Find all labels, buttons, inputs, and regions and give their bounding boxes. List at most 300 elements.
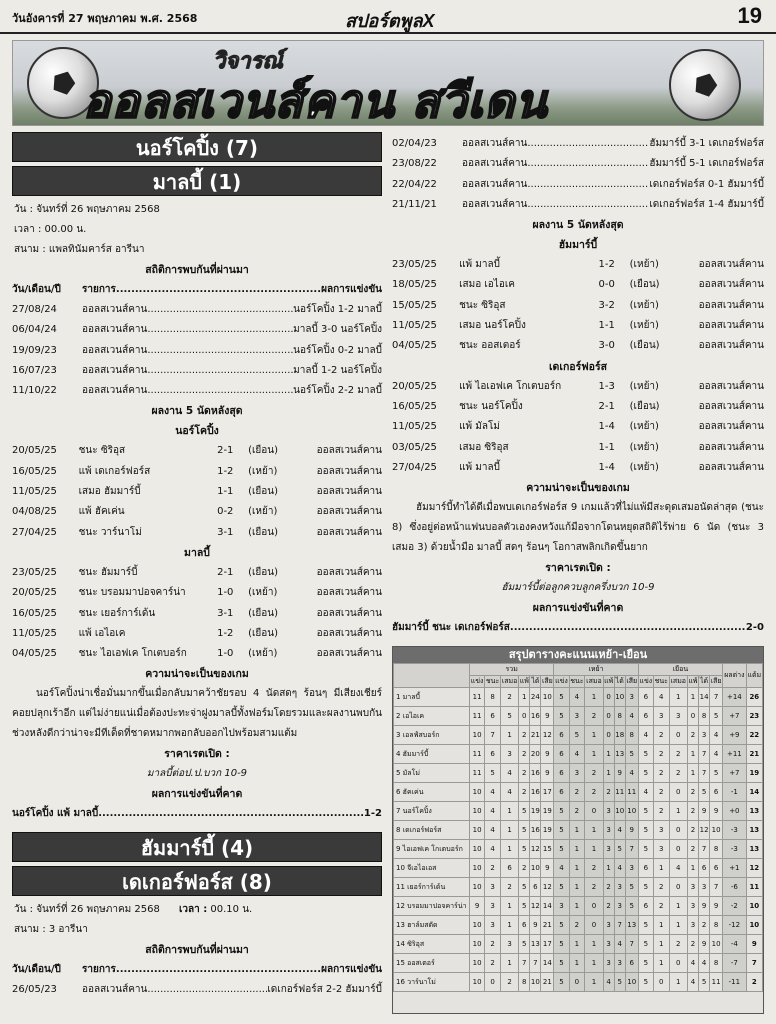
match2-h2h-header: วัน/เดือน/ปี รายการ ..... ผลการแข่งขัน	[12, 960, 382, 980]
standings-total-cell: 5	[485, 764, 501, 783]
form-row	[12, 441, 382, 461]
form-score: 1-1	[598, 441, 615, 453]
standings-diff: -11	[723, 973, 747, 992]
standings-away-cell: 8	[699, 707, 710, 726]
standings-away-cell: 2	[687, 783, 698, 802]
standings-total-cell: 10	[470, 954, 485, 973]
standings-col-header: เสีย	[541, 676, 554, 688]
h2h-row	[12, 381, 382, 401]
standings-away-cell: 5	[638, 802, 653, 821]
match1-price: มาลบี้ต่อป.ป.บวก 10-9	[146, 768, 248, 780]
standings-away-cell: 2	[653, 897, 669, 916]
form-score: 1-4	[598, 421, 615, 433]
standings-home-cell: 2	[569, 802, 585, 821]
match2-analysis-title: ความน่าจะเป็นของเกม	[526, 482, 630, 495]
standings-away-cell: 5	[638, 821, 653, 840]
standings-away-cell: 5	[638, 973, 653, 992]
standings-total-cell: 16	[530, 764, 541, 783]
standings-diff: -7	[723, 954, 747, 973]
standings-home-cell: 0	[585, 802, 603, 821]
form-opponent: แพ้ เอไอเค	[78, 627, 126, 639]
form-venue: (เยือน)	[248, 526, 279, 538]
standings-total-cell: 9	[541, 764, 554, 783]
standings-home-cell: 7	[614, 916, 625, 935]
standings-home-cell: 3	[603, 916, 614, 935]
standings-team: 5 มัลโม่	[394, 764, 470, 783]
standings-home-cell: 9	[614, 764, 625, 783]
standings-away-cell: 0	[669, 821, 687, 840]
standings-row	[394, 840, 763, 859]
form-score: 3-1	[217, 526, 234, 538]
standings-away-cell: 4	[710, 745, 723, 764]
standings-row	[394, 859, 763, 878]
form-row	[12, 523, 382, 543]
standings-away-cell: 9	[710, 802, 723, 821]
standings-total-cell: 6	[485, 745, 501, 764]
standings-points: 7	[746, 954, 762, 973]
form-row	[392, 255, 764, 275]
standings-team: 15 ออสเตอร์	[394, 954, 470, 973]
standings-total-cell: 10	[530, 859, 541, 878]
standings-away-cell: 10	[710, 935, 723, 954]
standings-away-cell: 2	[669, 745, 687, 764]
form-venue: (เยือน)	[629, 340, 660, 352]
standings-total-cell: 2	[500, 688, 518, 707]
standings-total-cell: 21	[541, 916, 554, 935]
form-opponent: แพ้ ไอเอฟเค โกเตบอร์ก	[459, 380, 562, 392]
standings-home-cell: 3	[569, 764, 585, 783]
standings-away-cell: 5	[638, 878, 653, 897]
form-competition: ออลสเวนส์คาน	[316, 506, 383, 518]
form-competition: ออลสเวนส์คาน	[316, 526, 383, 538]
standings-diff: +14	[723, 688, 747, 707]
standings-away-cell: 5	[638, 916, 653, 935]
form-score: 2-1	[217, 445, 234, 457]
standings-away-cell: 0	[687, 707, 698, 726]
standings-total-cell: 7	[519, 954, 530, 973]
standings-home-cell: 5	[554, 802, 569, 821]
standings-total-cell: 2	[519, 745, 530, 764]
h2h-comp: ออลสเวนส์คาน	[462, 198, 528, 210]
match2-home-form-team: ฮัมมาร์บี้	[558, 239, 598, 252]
banner-kicker: วิจารณ์	[213, 49, 283, 74]
standings-total-cell: 21	[541, 973, 554, 992]
match2-price: ฮัมมาร์บี้ต่อลูกควบลูกครึ่งบวก 10-9	[501, 582, 655, 594]
standings-home-cell: 0	[585, 916, 603, 935]
standings-team: 10 จีเอไอเอส	[394, 859, 470, 878]
standings-total-cell: 24	[530, 688, 541, 707]
standings-col-header: แพ้	[603, 676, 614, 688]
form-score: 2-1	[598, 400, 615, 412]
standings-total-cell: 4	[485, 840, 501, 859]
h2h-comp: ออลสเวนส์คาน	[82, 344, 148, 356]
standings-home-cell: 5	[625, 897, 638, 916]
standings-col-header: แข่ง	[470, 676, 485, 688]
standings-away-cell: 1	[687, 859, 698, 878]
standings-away-cell: 9	[699, 935, 710, 954]
form-row	[392, 458, 764, 478]
standings-total-cell: 10	[470, 935, 485, 954]
standings-away-cell: 6	[638, 707, 653, 726]
match2-h2h-title: สถิติการพบกันที่ผ่านมา	[145, 944, 249, 957]
form-row	[392, 296, 764, 316]
standings-total-cell: 2	[500, 878, 518, 897]
standings-points: 11	[746, 878, 762, 897]
standings-points: 19	[746, 764, 762, 783]
form-venue: (เหย้า)	[629, 421, 659, 433]
h2h-comp: ออลสเวนส์คาน	[462, 158, 528, 170]
standings-diff: -6	[723, 878, 747, 897]
standings-team: 12 บรอมมาปอจคาร์น่า	[394, 897, 470, 916]
standings-away-cell: 0	[669, 840, 687, 859]
standings-total-cell: 2	[485, 859, 501, 878]
standings-home-cell: 6	[554, 783, 569, 802]
standings-team: 3 เอลฟ์สบอร์ก	[394, 726, 470, 745]
standings-total-cell: 3	[500, 745, 518, 764]
h2h-date: 11/10/22	[12, 385, 57, 397]
form-score: 3-1	[217, 607, 234, 619]
standings-diff: +7	[723, 707, 747, 726]
standings-col-header: เสมอ	[585, 676, 603, 688]
form-venue: (เยือน)	[248, 445, 279, 457]
standings-total-cell: 2	[519, 859, 530, 878]
standings-away-cell: 4	[638, 783, 653, 802]
standings-home-cell: 6	[625, 954, 638, 973]
standings-home-cell: 5	[625, 745, 638, 764]
standings-points: 10	[746, 916, 762, 935]
form-opponent: ชนะ ซิริอุส	[459, 299, 506, 311]
standings-row	[394, 954, 763, 973]
form-venue: (เยือน)	[629, 400, 660, 412]
form-competition: ออลสเวนส์คาน	[698, 441, 765, 453]
h2h-date: 22/04/22	[392, 178, 437, 190]
standings-away-cell: 1	[653, 954, 669, 973]
standings-away-cell: 0	[669, 878, 687, 897]
standings-away-cell: 2	[669, 935, 687, 954]
standings-total-cell: 10	[470, 878, 485, 897]
form-competition: ออลสเวนส์คาน	[316, 648, 383, 660]
standings-col-header: เสมอ	[669, 676, 687, 688]
h2h-date: 16/07/23	[12, 364, 57, 376]
form-venue: (เหย้า)	[248, 587, 278, 599]
standings-total-cell: 16	[530, 783, 541, 802]
match1-h2h-list	[12, 300, 382, 401]
standings-away-cell: 3	[653, 707, 669, 726]
form-score: 3-0	[598, 340, 615, 352]
standings-away-cell: 0	[669, 954, 687, 973]
standings-diff: +11	[723, 745, 747, 764]
h2h-comp: ออลสเวนส์คาน	[82, 984, 148, 996]
standings-total-cell: 10	[470, 973, 485, 992]
h2h-row	[392, 154, 764, 174]
standings-total-cell: 5	[519, 897, 530, 916]
standings-away-cell: 6	[710, 783, 723, 802]
standings-away-cell: 2	[687, 935, 698, 954]
group-home-header: เหย้า	[554, 664, 638, 676]
form-venue: (เหย้า)	[248, 648, 278, 660]
match2-away-team: เดเกอร์ฟอร์ส (8)	[12, 866, 382, 896]
form-date: 04/05/25	[12, 648, 57, 660]
standings-total-cell: 19	[541, 802, 554, 821]
h2h-result: นอร์โคปิ้ง 1-2 มาลบี้	[293, 304, 382, 315]
right-column	[392, 134, 764, 638]
soccer-ball-icon	[669, 49, 741, 121]
standings-home-cell: 10	[614, 688, 625, 707]
standings-total-cell: 2	[500, 973, 518, 992]
match2-analysis: ฮัมมาร์บี้ทำได้ดีเมื่อพบเดเกอร์ฟอร์ส 9 เกมแล้วที่ไม่แพ้มีสะดุดเสมอนัดล่าสุด (ชนะ 8) ซึ่งอยู่ต่อหน้าแฟนบอลตัวเองคงหวังแก้มือจากโดนหยุดสถิติไร้พ่าย 6 นัด (ชนะ 3 เสมอ 3) ด้วยน้ำมือ มาลบี้ สดๆ ร้อนๆ โอกาสพลิกเกิดขึ้นยาก	[392, 502, 764, 554]
form-competition: ออลสเวนส์คาน	[698, 340, 765, 352]
standings-away-cell: 3	[653, 821, 669, 840]
standings-total-cell: 4	[485, 783, 501, 802]
standings-away-cell: 2	[669, 764, 687, 783]
standings-total-cell: 2	[519, 783, 530, 802]
form-date: 15/05/25	[392, 299, 437, 311]
match1-home-form-team: นอร์โคปิ้ง	[175, 425, 219, 438]
standings-total-cell: 3	[485, 916, 501, 935]
standings-row	[394, 764, 763, 783]
form-opponent: แพ้ มาลบี้	[459, 461, 500, 473]
standings-away-cell: 7	[710, 878, 723, 897]
h2h-result: เดเกอร์ฟอร์ส 1-4 ฮัมมาร์บี้	[649, 198, 764, 210]
standings-home-cell: 1	[569, 897, 585, 916]
standings-total-cell: 5	[500, 707, 518, 726]
standings-diff: +9	[723, 726, 747, 745]
h2h-row	[12, 341, 382, 361]
standings-home-cell: 3	[569, 707, 585, 726]
standings-home-cell: 1	[603, 745, 614, 764]
standings-total-cell: 13	[530, 935, 541, 954]
form-score: 3-2	[598, 299, 615, 311]
match2-predict-title: ผลการแข่งขันที่คาด	[532, 602, 624, 615]
standings-home-cell: 0	[603, 707, 614, 726]
standings-home-cell: 1	[585, 745, 603, 764]
form-opponent: ชนะ วาร์นาโม่	[78, 526, 142, 538]
standings-away-cell: 6	[638, 688, 653, 707]
form-score: 1-0	[217, 648, 234, 660]
standings-team: 14 ซิริอุส	[394, 935, 470, 954]
standings-home-cell: 11	[625, 783, 638, 802]
standings-total-cell: 12	[541, 878, 554, 897]
standings-col-header: แข่ง	[638, 676, 653, 688]
standings-away-cell: 4	[699, 954, 710, 973]
standings-total-cell: 7	[530, 954, 541, 973]
form-opponent: แพ้ เดเกอร์ฟอร์ส	[78, 465, 151, 477]
h2h-row	[12, 300, 382, 320]
standings-total-cell: 3	[485, 897, 501, 916]
form-venue: (เหย้า)	[248, 465, 278, 477]
standings-home-cell: 0	[569, 973, 585, 992]
h2h-row	[12, 361, 382, 381]
standings-away-cell: 12	[699, 821, 710, 840]
standings-col-header: ชนะ	[569, 676, 585, 688]
left-column	[12, 132, 382, 1001]
match1-away-form-team: มาลบี้	[184, 546, 210, 559]
form-row	[12, 644, 382, 664]
standings-col-header: แข่ง	[554, 676, 569, 688]
form-row	[12, 583, 382, 603]
form-venue: (เหย้า)	[629, 299, 659, 311]
standings-away-cell: 5	[638, 935, 653, 954]
standings-home-cell: 3	[603, 840, 614, 859]
match2-venue: สนาม : 3 อารีนา	[14, 924, 88, 936]
standings-total-cell: 4	[500, 783, 518, 802]
standings-home-cell: 3	[603, 821, 614, 840]
standings-away-cell: 3	[699, 878, 710, 897]
h2h-result: ฮัมมาร์บี้ 5-1 เดเกอร์ฟอร์ส	[649, 158, 764, 170]
standings-home-cell: 5	[614, 973, 625, 992]
standings-total-cell: 21	[530, 726, 541, 745]
form-competition: ออลสเวนส์คาน	[316, 587, 383, 599]
h2h-date: 02/04/23	[392, 138, 437, 149]
standings-row	[394, 897, 763, 916]
standings-away-cell: 1	[669, 897, 687, 916]
standings-total-cell: 3	[485, 878, 501, 897]
h2h-result: เดเกอร์ฟอร์ส 0-1 ฮัมมาร์บี้	[649, 178, 764, 190]
standings-total-cell: 5	[519, 878, 530, 897]
standings-home-cell: 1	[569, 840, 585, 859]
standings-home-cell: 2	[603, 897, 614, 916]
standings-points: 13	[746, 821, 762, 840]
form-row	[392, 377, 764, 397]
standings-total-cell: 11	[470, 707, 485, 726]
group-total-header: รวม	[470, 664, 554, 676]
standings-away-cell: 3	[653, 840, 669, 859]
form-opponent: ชนะ เยอร์การ์เด้น	[78, 607, 156, 619]
form-score: 1-3	[598, 380, 615, 392]
standings-total-cell: 16	[530, 707, 541, 726]
standings-home-cell: 4	[625, 707, 638, 726]
standings-total-cell: 10	[470, 821, 485, 840]
form-date: 16/05/25	[392, 400, 437, 412]
form-date: 20/05/25	[12, 445, 57, 457]
standings-home-cell: 5	[554, 688, 569, 707]
form-competition: ออลสเวนส์คาน	[316, 486, 383, 498]
form-competition: ออลสเวนส์คาน	[316, 627, 383, 639]
form-competition: ออลสเวนส์คาน	[698, 320, 765, 332]
standings-away-cell: 5	[710, 764, 723, 783]
match1-h2h-title: สถิติการพบกันที่ผ่านมา	[145, 264, 249, 276]
standings-away-cell: 7	[699, 840, 710, 859]
match2-price-title: ราคาเรตเปิด :	[545, 562, 611, 575]
standings-total-cell: 11	[470, 764, 485, 783]
h2h-row	[392, 195, 764, 215]
standings-away-cell: 5	[699, 783, 710, 802]
form-date: 20/05/25	[392, 380, 437, 392]
standings-away-cell: 1	[653, 859, 669, 878]
standings-grid	[393, 663, 763, 992]
standings-diff: +7	[723, 764, 747, 783]
standings-away-cell: 4	[653, 688, 669, 707]
standings-total-cell: 11	[470, 688, 485, 707]
form-opponent: เสมอ เอไอเค	[459, 279, 515, 291]
standings-away-cell: 2	[653, 783, 669, 802]
standings-total-cell: 14	[541, 897, 554, 916]
standings-points: 13	[746, 802, 762, 821]
standings-away-cell: 2	[687, 726, 698, 745]
match2-away-form-list	[392, 377, 764, 478]
standings-home-cell: 4	[603, 973, 614, 992]
standings-home-cell: 2	[569, 783, 585, 802]
standings-home-cell: 1	[585, 954, 603, 973]
form-venue: (เหย้า)	[629, 259, 659, 271]
form-opponent: เสมอ ซิริอุส	[459, 441, 509, 453]
form-venue: (เหย้า)	[629, 461, 659, 473]
standings-home-cell: 10	[614, 802, 625, 821]
standings-home-cell: 2	[585, 859, 603, 878]
standings-total-cell: 17	[541, 783, 554, 802]
standings-home-cell: 4	[554, 859, 569, 878]
match1-price-title: ราคาเรตเปิด :	[164, 748, 230, 761]
form-venue: (เยือน)	[248, 607, 279, 619]
standings-away-cell: 8	[710, 840, 723, 859]
standings-home-cell: 4	[614, 859, 625, 878]
standings-home-cell: 3	[625, 688, 638, 707]
standings-total-cell: 10	[530, 973, 541, 992]
standings-away-cell: 4	[669, 859, 687, 878]
match1-venue: สนาม : แพลทินัมคาร์ส อารีนา	[14, 244, 145, 255]
h2h-comp: ออลสเวนส์คาน	[462, 178, 528, 190]
standings-diff: +1	[723, 859, 747, 878]
standings-home-cell: 5	[554, 707, 569, 726]
standings-home-cell: 6	[554, 764, 569, 783]
form-competition: ออลสเวนส์คาน	[698, 421, 765, 433]
standings-home-cell: 5	[554, 935, 569, 954]
standings-total-cell: 8	[519, 973, 530, 992]
h2h-result: มาลบี้ 1-2 นอร์โคปิ้ง	[293, 364, 382, 376]
form-competition: ออลสเวนส์คาน	[698, 299, 765, 311]
form-date: 20/05/25	[12, 587, 57, 599]
standings-home-cell: 5	[554, 954, 569, 973]
standings-diff: -12	[723, 916, 747, 935]
h2h-comp: ออลสเวนส์คาน	[82, 324, 148, 336]
form-row	[12, 482, 382, 502]
standings-total-cell: 1	[500, 821, 518, 840]
standings-row	[394, 688, 763, 707]
standings-home-cell: 1	[569, 954, 585, 973]
standings-home-cell: 2	[585, 707, 603, 726]
standings-home-cell: 1	[569, 878, 585, 897]
standings-total-cell: 12	[541, 726, 554, 745]
standings-away-cell: 2	[687, 821, 698, 840]
standings-row	[394, 726, 763, 745]
standings-row	[394, 821, 763, 840]
standings-points: 10	[746, 897, 762, 916]
standings-away-cell: 7	[699, 764, 710, 783]
standings-total-cell: 3	[500, 935, 518, 954]
standings-team: 9 ไอเอฟเค โกเตบอร์ก	[394, 840, 470, 859]
standings-row	[394, 878, 763, 897]
standings-away-cell: 14	[699, 688, 710, 707]
standings-total-cell: 19	[530, 802, 541, 821]
standings-total-cell: 5	[519, 935, 530, 954]
form-venue: (เยือน)	[629, 279, 660, 291]
standings-home-cell: 7	[625, 840, 638, 859]
standings-away-cell: 1	[653, 916, 669, 935]
standings-total-cell: 4	[500, 764, 518, 783]
standings-col-header: ได้	[614, 676, 625, 688]
standings-total-cell: 6	[530, 878, 541, 897]
standings-away-cell: 1	[687, 764, 698, 783]
form-venue: (เยือน)	[248, 486, 279, 498]
form-venue: (เยือน)	[248, 627, 279, 639]
form-date: 18/05/25	[392, 279, 437, 291]
standings-away-cell: 4	[687, 973, 698, 992]
standings-home-cell: 4	[625, 764, 638, 783]
standings-total-cell: 9	[541, 859, 554, 878]
standings-home-cell: 2	[603, 878, 614, 897]
form-score: 1-1	[598, 320, 615, 332]
form-row	[12, 502, 382, 522]
